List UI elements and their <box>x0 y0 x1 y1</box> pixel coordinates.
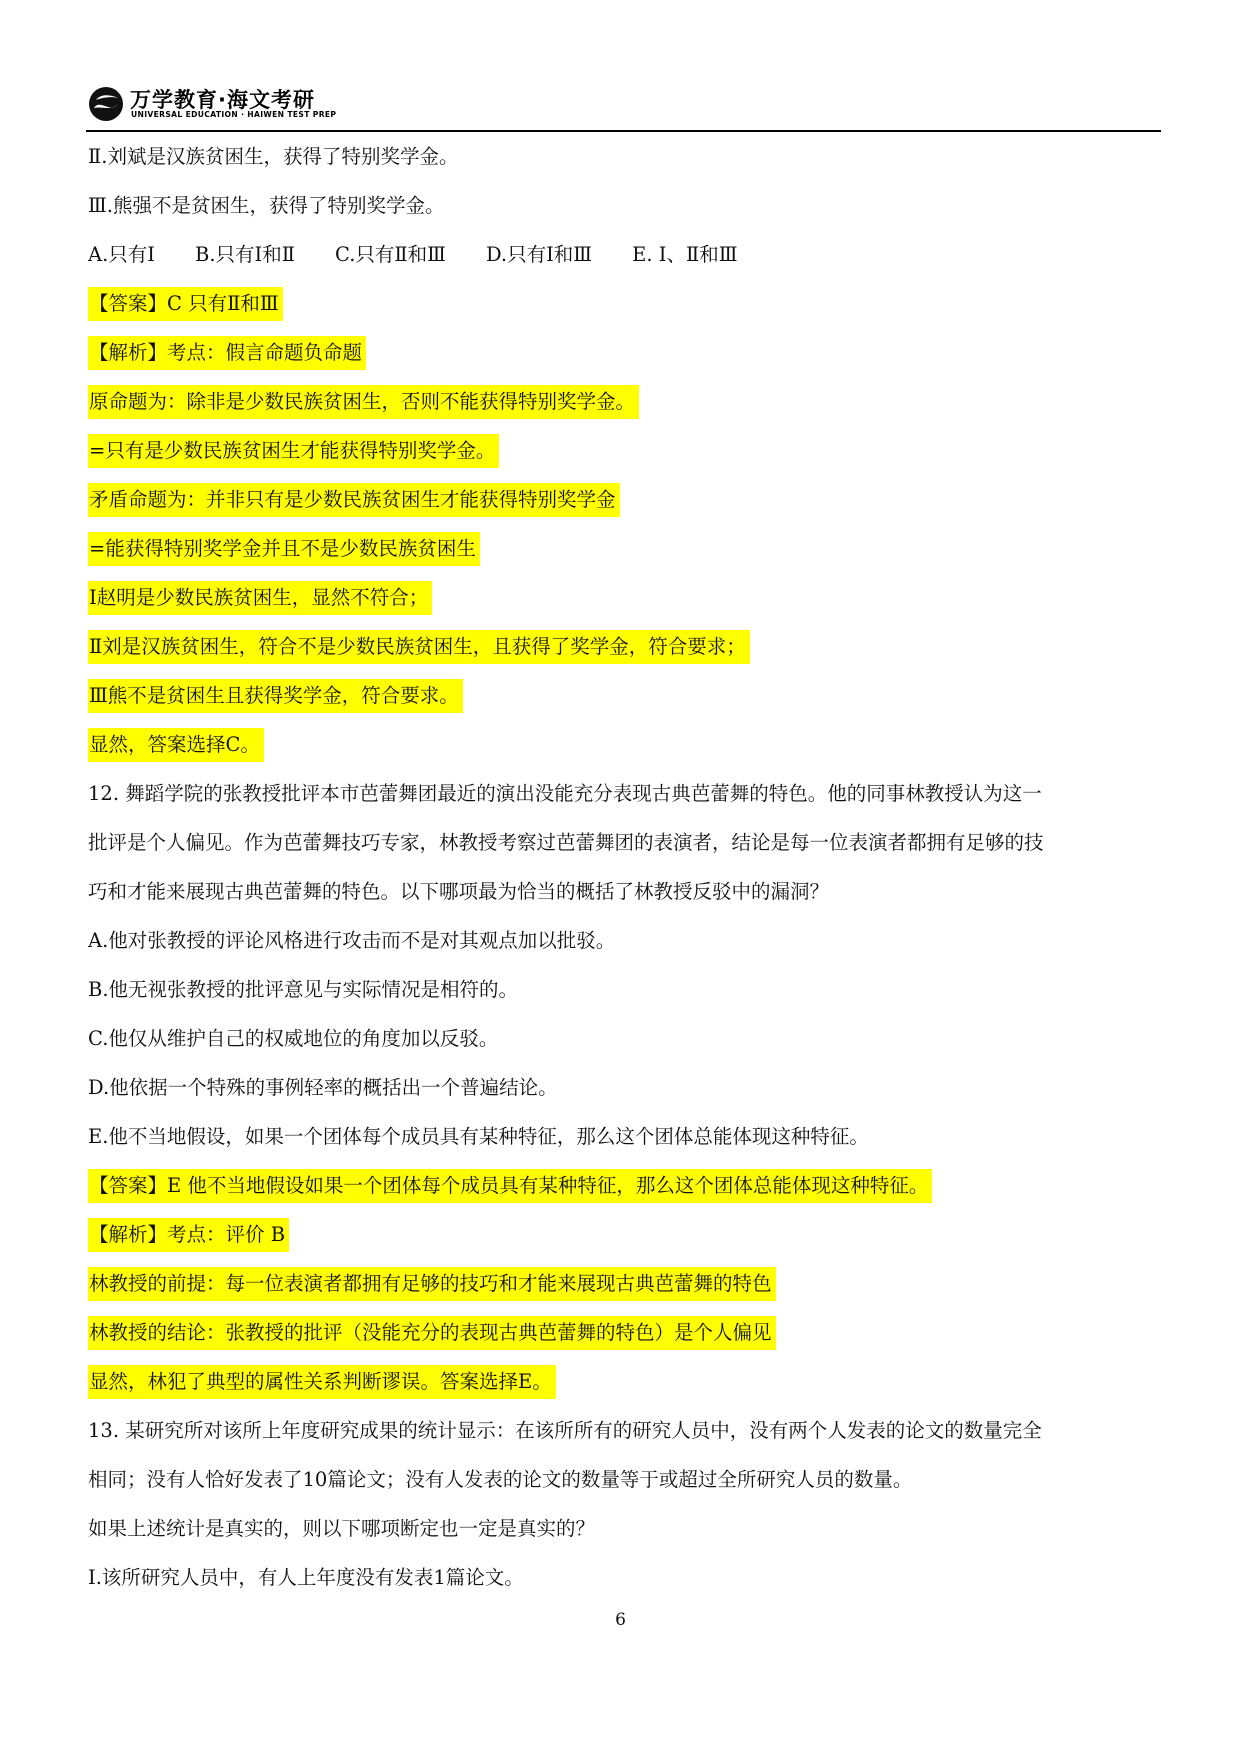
option-item: C.只有Ⅱ和Ⅲ <box>334 243 446 266</box>
highlighted-text: 原命题为：除非是少数民族贫困生，否则不能获得特别奖学金。 <box>88 385 639 419</box>
text-line <box>88 1112 1163 1161</box>
line-text: Ⅲ.熊强不是贫困生，获得了特别奖学金。 <box>88 194 445 217</box>
highlighted-text: Ⅰ赵明是少数民族贫困生，显然不符合； <box>88 581 432 615</box>
line-text: 如果上述统计是真实的，则以下哪项断定也一定是真实的？ <box>88 1517 596 1540</box>
highlighted-line <box>88 426 1163 475</box>
line-text: Ⅱ.刘斌是汉族贫困生，获得了特别奖学金。 <box>88 145 459 168</box>
highlighted-line <box>88 1259 1163 1308</box>
text-line <box>88 1504 1163 1553</box>
text-line <box>88 1063 1163 1112</box>
highlighted-text: =能获得特别奖学金并且不是少数民族贫困生 <box>88 532 480 566</box>
page-header <box>86 80 1161 132</box>
text-line <box>88 769 1163 818</box>
highlighted-text: =只有是少数民族贫困生才能获得特别奖学金。 <box>88 434 499 468</box>
page-number: 6 <box>615 1610 626 1630</box>
highlighted-text: 【解析】考点：假言命题负命题 <box>88 336 366 370</box>
option-item: A.只有Ⅰ <box>88 243 155 266</box>
text-line <box>88 1014 1163 1063</box>
options-row <box>88 230 1163 279</box>
highlighted-line <box>88 671 1163 720</box>
option-item: D.只有Ⅰ和Ⅲ <box>485 243 593 266</box>
text-line <box>88 132 1163 181</box>
highlighted-line <box>88 524 1163 573</box>
text-line <box>88 1455 1163 1504</box>
text-line <box>88 1553 1163 1602</box>
line-text: A.他对张教授的评论风格进行攻击而不是对其观点加以批驳。 <box>88 929 616 952</box>
text-line <box>88 916 1163 965</box>
highlighted-text: 【解析】考点：评价 B <box>88 1218 289 1252</box>
highlighted-line <box>88 622 1163 671</box>
highlighted-line <box>88 377 1163 426</box>
line-text: E.他不当地假设，如果一个团体每个成员具有某种特征，那么这个团体总能体现这种特征。 <box>88 1125 869 1148</box>
highlighted-text: 显然，林犯了典型的属性关系判断谬误。答案选择E。 <box>88 1365 556 1399</box>
text-line <box>88 867 1163 916</box>
line-text: 相同；没有人恰好发表了10篇论文；没有人发表的论文的数量等于或超过全所研究人员的数量。 <box>88 1468 913 1491</box>
highlighted-text: 【答案】C 只有Ⅱ和Ⅲ <box>88 287 283 321</box>
line-text: D.他依据一个特殊的事例轻率的概括出一个普遍结论。 <box>88 1076 558 1099</box>
highlighted-text: Ⅱ刘是汉族贫困生，符合不是少数民族贫困生，且获得了奖学金，符合要求； <box>88 630 750 664</box>
highlighted-line <box>88 720 1163 769</box>
line-text: Ⅰ.该所研究人员中，有人上年度没有发表1篇论文。 <box>88 1566 524 1589</box>
highlighted-line <box>88 279 1163 328</box>
option-item: B.只有Ⅰ和Ⅱ <box>194 243 295 266</box>
highlighted-line <box>88 573 1163 622</box>
text-line <box>88 181 1163 230</box>
highlighted-text: 矛盾命题为：并非只有是少数民族贫困生才能获得特别奖学金 <box>88 483 620 517</box>
highlighted-text: Ⅲ熊不是贫困生且获得奖学金，符合要求。 <box>88 679 463 713</box>
line-text: 12. 舞蹈学院的张教授批评本市芭蕾舞团最近的演出没能充分表现古典芭蕾舞的特色。他的同事林教授认为这一 <box>88 782 1042 805</box>
highlighted-line <box>88 328 1163 377</box>
option-item: E. Ⅰ、Ⅱ和Ⅲ <box>632 243 738 266</box>
highlighted-text: 【答案】E 他不当地假设如果一个团体每个成员具有某种特征，那么这个团体总能体现这种特征。 <box>88 1169 932 1203</box>
highlighted-line <box>88 1308 1163 1357</box>
document-body <box>88 132 1163 1602</box>
highlighted-line <box>88 1357 1163 1406</box>
line-text: 批评是个人偏见。作为芭蕾舞技巧专家，林教授考察过芭蕾舞团的表演者，结论是每一位表演者都拥有足够的技 <box>88 831 1044 854</box>
highlighted-line <box>88 475 1163 524</box>
highlighted-text: 显然，答案选择C。 <box>88 728 264 762</box>
highlighted-text: 林教授的结论：张教授的批评（没能充分的表现古典芭蕾舞的特色）是个人偏见 <box>88 1316 776 1350</box>
highlighted-line <box>88 1210 1163 1259</box>
line-text: C.他仅从维护自己的权威地位的角度加以反驳。 <box>88 1027 499 1050</box>
logo-subtitle: UNIVERSAL EDUCATION · HAIWEN TEST PREP <box>131 110 337 119</box>
logo-text: 万学教育·海文考研 <box>130 88 315 112</box>
text-line <box>88 965 1163 1014</box>
highlighted-text: 林教授的前提：每一位表演者都拥有足够的技巧和才能来展现古典芭蕾舞的特色 <box>88 1267 776 1301</box>
highlighted-line <box>88 1161 1163 1210</box>
text-line <box>88 818 1163 867</box>
line-text: 13. 某研究所对该所上年度研究成果的统计显示：在该所所有的研究人员中，没有两个人发表的论文的数量完全 <box>88 1419 1042 1442</box>
line-text: B.他无视张教授的批评意见与实际情况是相符的。 <box>88 978 519 1001</box>
logo-swirl-icon <box>88 86 124 122</box>
text-line <box>88 1406 1163 1455</box>
line-text: 巧和才能来展现古典芭蕾舞的特色。以下哪项最为恰当的概括了林教授反驳中的漏洞？ <box>88 880 830 903</box>
